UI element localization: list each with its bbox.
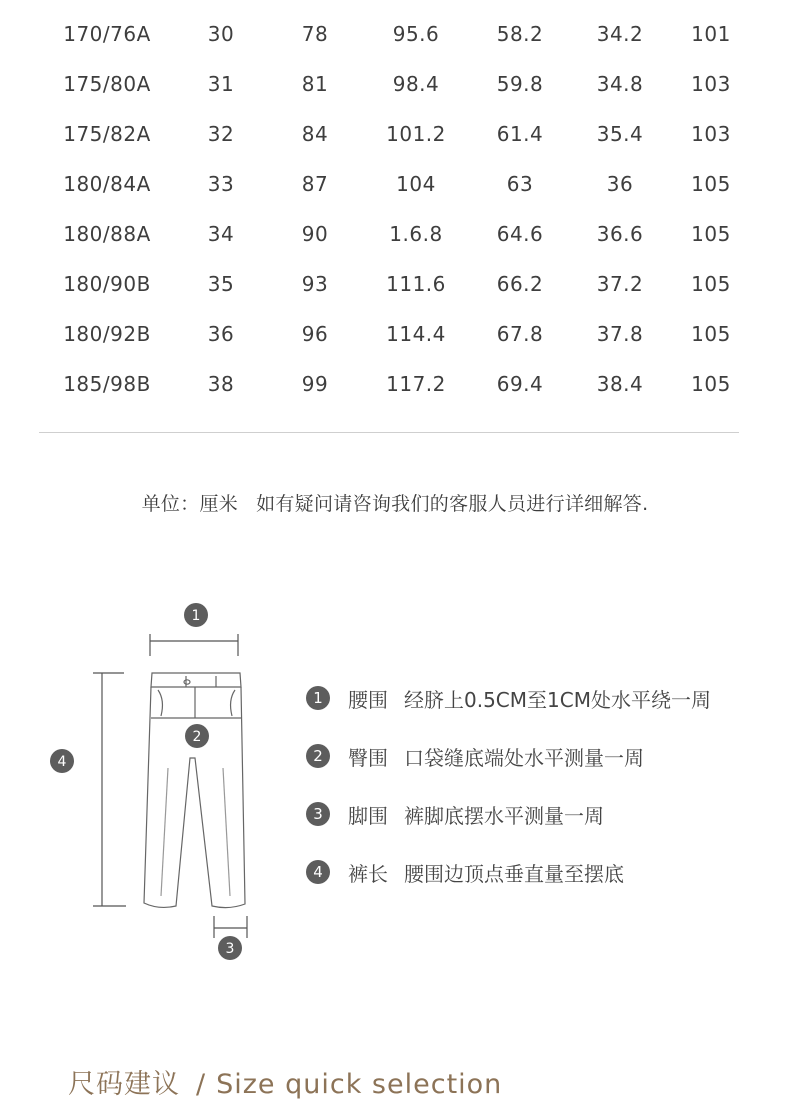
- legend-number-badge: 4: [306, 860, 330, 884]
- legend-description: 裤脚底摆水平测量一周: [404, 804, 604, 828]
- marker-1: [184, 603, 208, 627]
- legend-item: [306, 742, 776, 800]
- table-cell: 99: [301, 372, 329, 396]
- table-cell: 35: [207, 272, 235, 296]
- table-cell: 34.2: [596, 22, 644, 46]
- legend-description: 口袋缝底端处水平测量一周: [404, 746, 644, 770]
- table-cell: 105: [691, 172, 731, 196]
- marker-4: [50, 749, 74, 773]
- table-cell: 175/82A: [63, 122, 151, 146]
- legend-number-badge: 2: [306, 744, 330, 768]
- legend-item: [306, 800, 776, 858]
- trouser-illustration: [40, 598, 270, 968]
- table-cell: 78: [301, 22, 329, 46]
- table-cell: 175/80A: [63, 72, 151, 96]
- table-cell: 101.2: [386, 122, 446, 146]
- table-cell: 38.4: [596, 372, 644, 396]
- legend-description: 经脐上0.5CM至1CM处水平绕一周: [404, 688, 711, 712]
- size-table: [0, 10, 790, 410]
- table-cell: 34: [207, 222, 235, 246]
- table-cell: 104: [396, 172, 436, 196]
- length-measure-line: [93, 673, 126, 906]
- table-cell: 105: [691, 322, 731, 346]
- table-cell: 101: [691, 22, 731, 46]
- svg-text:4: 4: [57, 754, 67, 770]
- table-cell: 180/88A: [63, 222, 151, 246]
- table-cell: 81: [301, 72, 329, 96]
- table-cell: 170/76A: [63, 22, 151, 46]
- table-cell: 84: [301, 122, 329, 146]
- table-cell: 34.8: [596, 72, 644, 96]
- table-cell: 33: [207, 172, 235, 196]
- table-cell: 63: [506, 172, 534, 196]
- table-cell: 67.8: [496, 322, 544, 346]
- table-cell: 90: [301, 222, 329, 246]
- table-cell: 105: [691, 272, 731, 296]
- table-row: [0, 260, 790, 310]
- table-cell: 185/98B: [63, 372, 151, 396]
- table-cell: 37.2: [596, 272, 644, 296]
- table-cell: 117.2: [386, 372, 446, 396]
- table-cell: 36.6: [596, 222, 644, 246]
- table-row: [0, 310, 790, 360]
- legend-description: 腰围边顶点垂直量至摆底: [404, 862, 624, 886]
- unit-label: 单位：厘米: [141, 493, 239, 515]
- trouser-measurement-diagram: [40, 598, 270, 972]
- svg-text:3: 3: [225, 941, 235, 957]
- legend-name: 臀围: [348, 746, 388, 770]
- marker-2: [185, 724, 209, 748]
- table-cell: 36: [606, 172, 634, 196]
- table-cell: 93: [301, 272, 329, 296]
- table-cell: 96: [301, 322, 329, 346]
- table-row: [0, 210, 790, 260]
- legend-number-badge: 3: [306, 802, 330, 826]
- trousers-outline: [144, 673, 245, 908]
- table-cell: 114.4: [386, 322, 446, 346]
- table-cell: 37.8: [596, 322, 644, 346]
- table-cell: 180/92B: [63, 322, 151, 346]
- table-cell: 103: [691, 122, 731, 146]
- table-row: [0, 360, 790, 410]
- table-cell: 31: [207, 72, 235, 96]
- waist-measure-line: [150, 634, 238, 656]
- table-cell: 69.4: [496, 372, 544, 396]
- table-cell: 59.8: [496, 72, 544, 96]
- table-cell: 58.2: [496, 22, 544, 46]
- table-row: [0, 60, 790, 110]
- table-cell: 66.2: [496, 272, 544, 296]
- table-cell: 38: [207, 372, 235, 396]
- table-row: [0, 110, 790, 160]
- table-cell: 32: [207, 122, 235, 146]
- unit-message: 如有疑问请咨询我们的客服人员进行详细解答.: [256, 493, 649, 515]
- table-row: [0, 160, 790, 210]
- section-title-separator: /: [196, 1069, 207, 1100]
- size-suggestion-title: [68, 1062, 502, 1101]
- table-cell: 180/90B: [63, 272, 151, 296]
- table-cell: 111.6: [386, 272, 446, 296]
- table-cell: 1.6.8: [389, 222, 443, 246]
- section-title-cn: 尺码建议: [68, 1069, 180, 1100]
- table-cell: 87: [301, 172, 329, 196]
- table-divider: [39, 432, 739, 433]
- unit-note: [0, 489, 790, 516]
- legend-name: 脚围: [348, 804, 388, 828]
- table-cell: 95.6: [392, 22, 440, 46]
- legend-name: 裤长: [348, 862, 388, 886]
- table-cell: 180/84A: [63, 172, 151, 196]
- legend-item: [306, 858, 776, 916]
- hem-measure-line: [214, 916, 247, 938]
- table-cell: 64.6: [496, 222, 544, 246]
- legend-item: [306, 684, 776, 742]
- table-cell: 36: [207, 322, 235, 346]
- legend-name: 腰围: [348, 688, 388, 712]
- svg-text:1: 1: [191, 608, 201, 624]
- measurement-legend: [306, 684, 776, 916]
- table-cell: 61.4: [496, 122, 544, 146]
- section-title-en: Size quick selection: [216, 1069, 503, 1100]
- table-row: [0, 10, 790, 60]
- table-cell: 30: [207, 22, 235, 46]
- table-cell: 35.4: [596, 122, 644, 146]
- legend-number-badge: 1: [306, 686, 330, 710]
- table-cell: 105: [691, 222, 731, 246]
- marker-3: [218, 936, 242, 960]
- table-cell: 103: [691, 72, 731, 96]
- table-cell: 105: [691, 372, 731, 396]
- svg-text:2: 2: [192, 729, 202, 745]
- table-cell: 98.4: [392, 72, 440, 96]
